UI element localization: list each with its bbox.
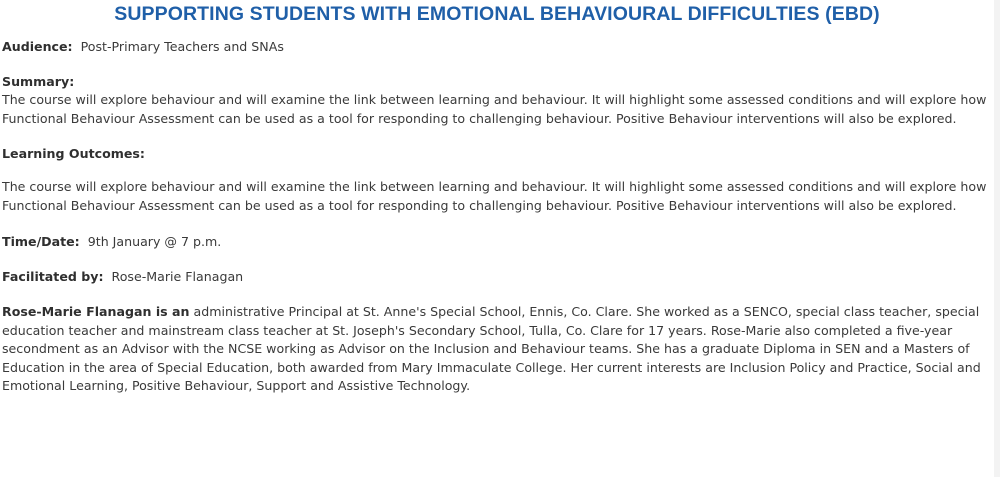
summary-text: The course will explore behaviour and will examine the link between learning and behaviour. It will highlight some assessed conditions and will explore how Functional Behaviour Assessment can be used as a tool for responding to challenging behaviour. Positive Behaviour interventions will also be explored. bbox=[2, 92, 987, 126]
bio-lead: Rose-Marie Flanagan is an bbox=[2, 304, 190, 319]
summary-label: Summary: bbox=[2, 74, 75, 89]
audience-value: Post-Primary Teachers and SNAs bbox=[80, 39, 284, 54]
facilitated-by-line bbox=[2, 268, 992, 287]
facilitated-by-value: Rose-Marie Flanagan bbox=[111, 269, 244, 284]
facilitator-bio bbox=[2, 303, 992, 396]
learning-outcomes-label: Learning Outcomes: bbox=[2, 146, 145, 161]
audience-label: Audience: bbox=[2, 39, 73, 54]
bio-text: administrative Principal at St. Anne's Special School, Ennis, Co. Clare. She worked as a SENCO, special class teacher, special education teacher and mainstream class teacher at St. Joseph's Secondary School, Tulla, Co. Clare for 17 years. Rose-Marie also completed a five-year secondment as an Advisor with the NCSE working as Advisor on the Inclusion and Behaviour teams. She has a graduate Diploma in SEN and a Masters of Education in the area of Special Education, both awarded from Mary Immaculate College. Her current interests are Inclusion Policy and Practice, Social and Emotional Learning, Positive Behaviour, Support and Assistive Technology. bbox=[2, 304, 981, 393]
page-scrollbar[interactable] bbox=[994, 0, 1000, 477]
time-date-line bbox=[2, 233, 992, 252]
time-date-label: Time/Date: bbox=[2, 234, 80, 249]
time-date-value: 9th January @ 7 p.m. bbox=[87, 234, 222, 249]
learning-outcomes-heading bbox=[2, 145, 992, 164]
audience-line bbox=[2, 38, 992, 57]
page-title: SUPPORTING STUDENTS WITH EMOTIONAL BEHAVIOURAL DIFFICULTIES (EBD) bbox=[114, 3, 880, 25]
facilitated-by-label: Facilitated by: bbox=[2, 269, 104, 284]
summary-heading bbox=[2, 73, 992, 92]
learning-outcomes-text: The course will explore behaviour and will examine the link between learning and behaviour. It will highlight some assessed conditions and will explore how Functional Behaviour Assessment can be used as a tool for responding to challenging behaviour. Positive Behaviour interventions will also be explored. bbox=[2, 179, 987, 213]
